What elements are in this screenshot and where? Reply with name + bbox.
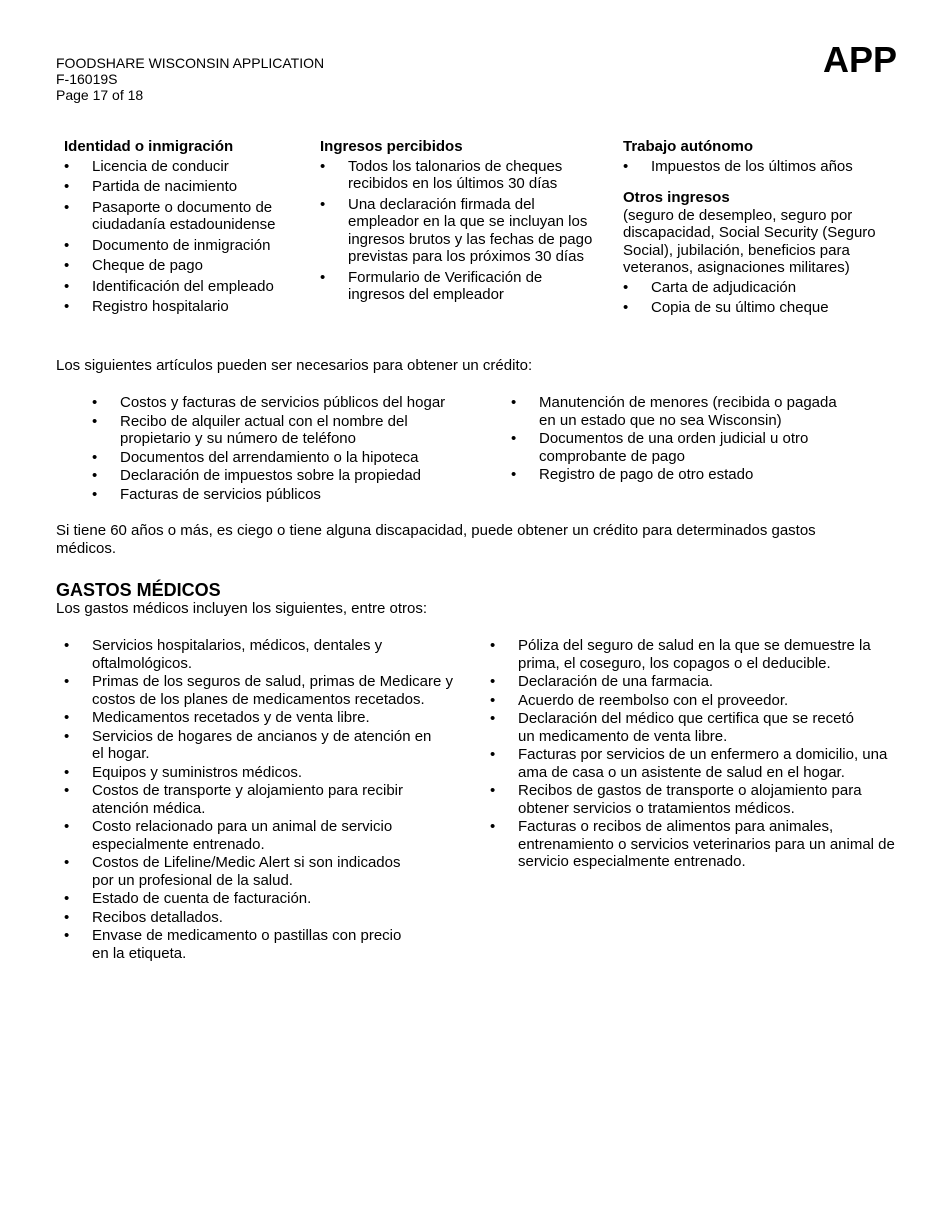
credit-intro: Los siguientes artículos pueden ser necesarios para obtener un crédito: [56, 357, 533, 374]
credit-note: Si tiene 60 años o más, es ciego o tiene alguna discapacidad, puede obtener un crédito para determinados gastos médicos. [56, 522, 816, 557]
page-number: Page 17 of 18 [56, 87, 144, 103]
credit-left-section [92, 394, 472, 504]
identity-section [64, 138, 314, 319]
list-item: • Manutención de menores (recibida o pagada en un estado que no sea Wisconsin) [511, 394, 849, 429]
other-income-heading: Otros ingresos [623, 189, 730, 206]
list-item: • Facturas o recibos de alimentos para animales, entrenamiento o servicios veterinarios para un animal de servicio especialmente entrenado. [490, 818, 895, 871]
app-badge: APP [823, 39, 898, 80]
identity-list [64, 158, 314, 316]
list-item: • Servicios hospitalarios, médicos, dentales y oftalmológicos. [64, 637, 392, 672]
form-title: FOODSHARE WISCONSIN APPLICATION [56, 55, 325, 71]
list-item: • Equipos y suministros médicos. [64, 764, 469, 782]
list-item: • Costos de transporte y alojamiento para recibir atención médica. [64, 782, 422, 817]
list-item: • Costos de Lifeline/Medic Alert si son indicados por un profesional de la salud. [64, 854, 422, 889]
self-employment-section [623, 138, 898, 320]
list-item: • Identificación del empleado [64, 278, 314, 296]
identity-heading: Identidad o inmigración [64, 138, 234, 155]
list-item: • Pasaporte o documento de ciudadanía estadounidense [64, 199, 314, 234]
list-item: • Carta de adjudicación [623, 279, 898, 297]
list-item: • Recibo de alquiler actual con el nombre del propietario y su número de teléfono [92, 413, 430, 448]
list-item: • Primas de los seguros de salud, primas de Medicare y costos de los planes de medicamentos recetados. [64, 673, 469, 708]
list-item: • Recibos de gastos de transporte o alojamiento para obtener servicios o tratamientos médicos. [490, 782, 888, 817]
list-item: • Registro hospitalario [64, 298, 314, 316]
list-item: • Formulario de Verificación de ingresos del empleador [320, 269, 563, 304]
list-item: • Facturas de servicios públicos [92, 486, 472, 504]
form-number: F-16019S [56, 71, 118, 87]
list-item: • Documentos del arrendamiento o la hipoteca [92, 449, 472, 467]
earned-income-section [320, 138, 605, 307]
list-item: • Impuestos de los últimos años [623, 158, 898, 176]
list-item: • Envase de medicamento o pastillas con precio en la etiqueta. [64, 927, 422, 962]
other-income-note: (seguro de desempleo, seguro por discapacidad, Social Security (Seguro Social), jubilación, beneficios para veteranos, asignaciones militares) [623, 206, 876, 276]
list-item: • Documentos de una orden judicial u otro comprobante de pago [511, 430, 839, 465]
list-item: • Servicios de hogares de ancianos y de atención en el hogar. [64, 728, 432, 763]
medical-right-section [490, 637, 895, 872]
self-employment-heading: Trabajo autónomo [623, 138, 754, 155]
medical-intro: Los gastos médicos incluyen los siguientes, entre otros: [56, 600, 428, 617]
list-item: • Partida de nacimiento [64, 178, 314, 196]
medical-right-list [490, 637, 895, 871]
list-item: • Todos los talonarios de cheques recibidos en los últimos 30 días [320, 158, 578, 193]
credit-right-list [511, 394, 871, 484]
list-item: • Recibos detallados. [64, 909, 469, 927]
list-item: • Licencia de conducir [64, 158, 314, 176]
medical-left-list [64, 637, 469, 962]
list-item: • Documento de inmigración [64, 237, 314, 255]
earned-income-heading: Ingresos percibidos [320, 138, 463, 155]
list-item: • Póliza del seguro de salud en la que se demuestre la prima, el coseguro, los copagos o el deducible. [490, 637, 878, 672]
other-income-list [623, 279, 898, 317]
list-item: • Declaración de impuestos sobre la propiedad [92, 467, 472, 485]
list-item: • Copia de su último cheque [623, 299, 898, 317]
list-item: • Acuerdo de reembolso con el proveedor. [490, 692, 895, 710]
list-item: • Costo relacionado para un animal de servicio especialmente entrenado. [64, 818, 412, 853]
list-item: • Declaración del médico que certifica que se recetó un medicamento de venta libre. [490, 710, 873, 745]
medical-left-section [64, 637, 469, 963]
medical-heading: GASTOS MÉDICOS [56, 580, 221, 600]
list-item: • Facturas por servicios de un enfermero a domicilio, una ama de casa o un asistente de salud en el hogar. [490, 746, 895, 781]
credit-right-section [511, 394, 871, 485]
list-item: • Declaración de una farmacia. [490, 673, 895, 691]
list-item: • Costos y facturas de servicios públicos del hogar [92, 394, 472, 412]
self-employment-list [623, 158, 898, 176]
form-header [56, 55, 324, 103]
credit-left-list [92, 394, 472, 503]
list-item: • Medicamentos recetados y de venta libre. [64, 709, 469, 727]
earned-income-list [320, 158, 605, 304]
list-item: • Estado de cuenta de facturación. [64, 890, 469, 908]
list-item: • Una declaración firmada del empleador en la que se incluyan los ingresos brutos y las fechas de pago previstas para los próximos 30 días [320, 196, 605, 266]
list-item: • Registro de pago de otro estado [511, 466, 871, 484]
list-item: • Cheque de pago [64, 257, 314, 275]
